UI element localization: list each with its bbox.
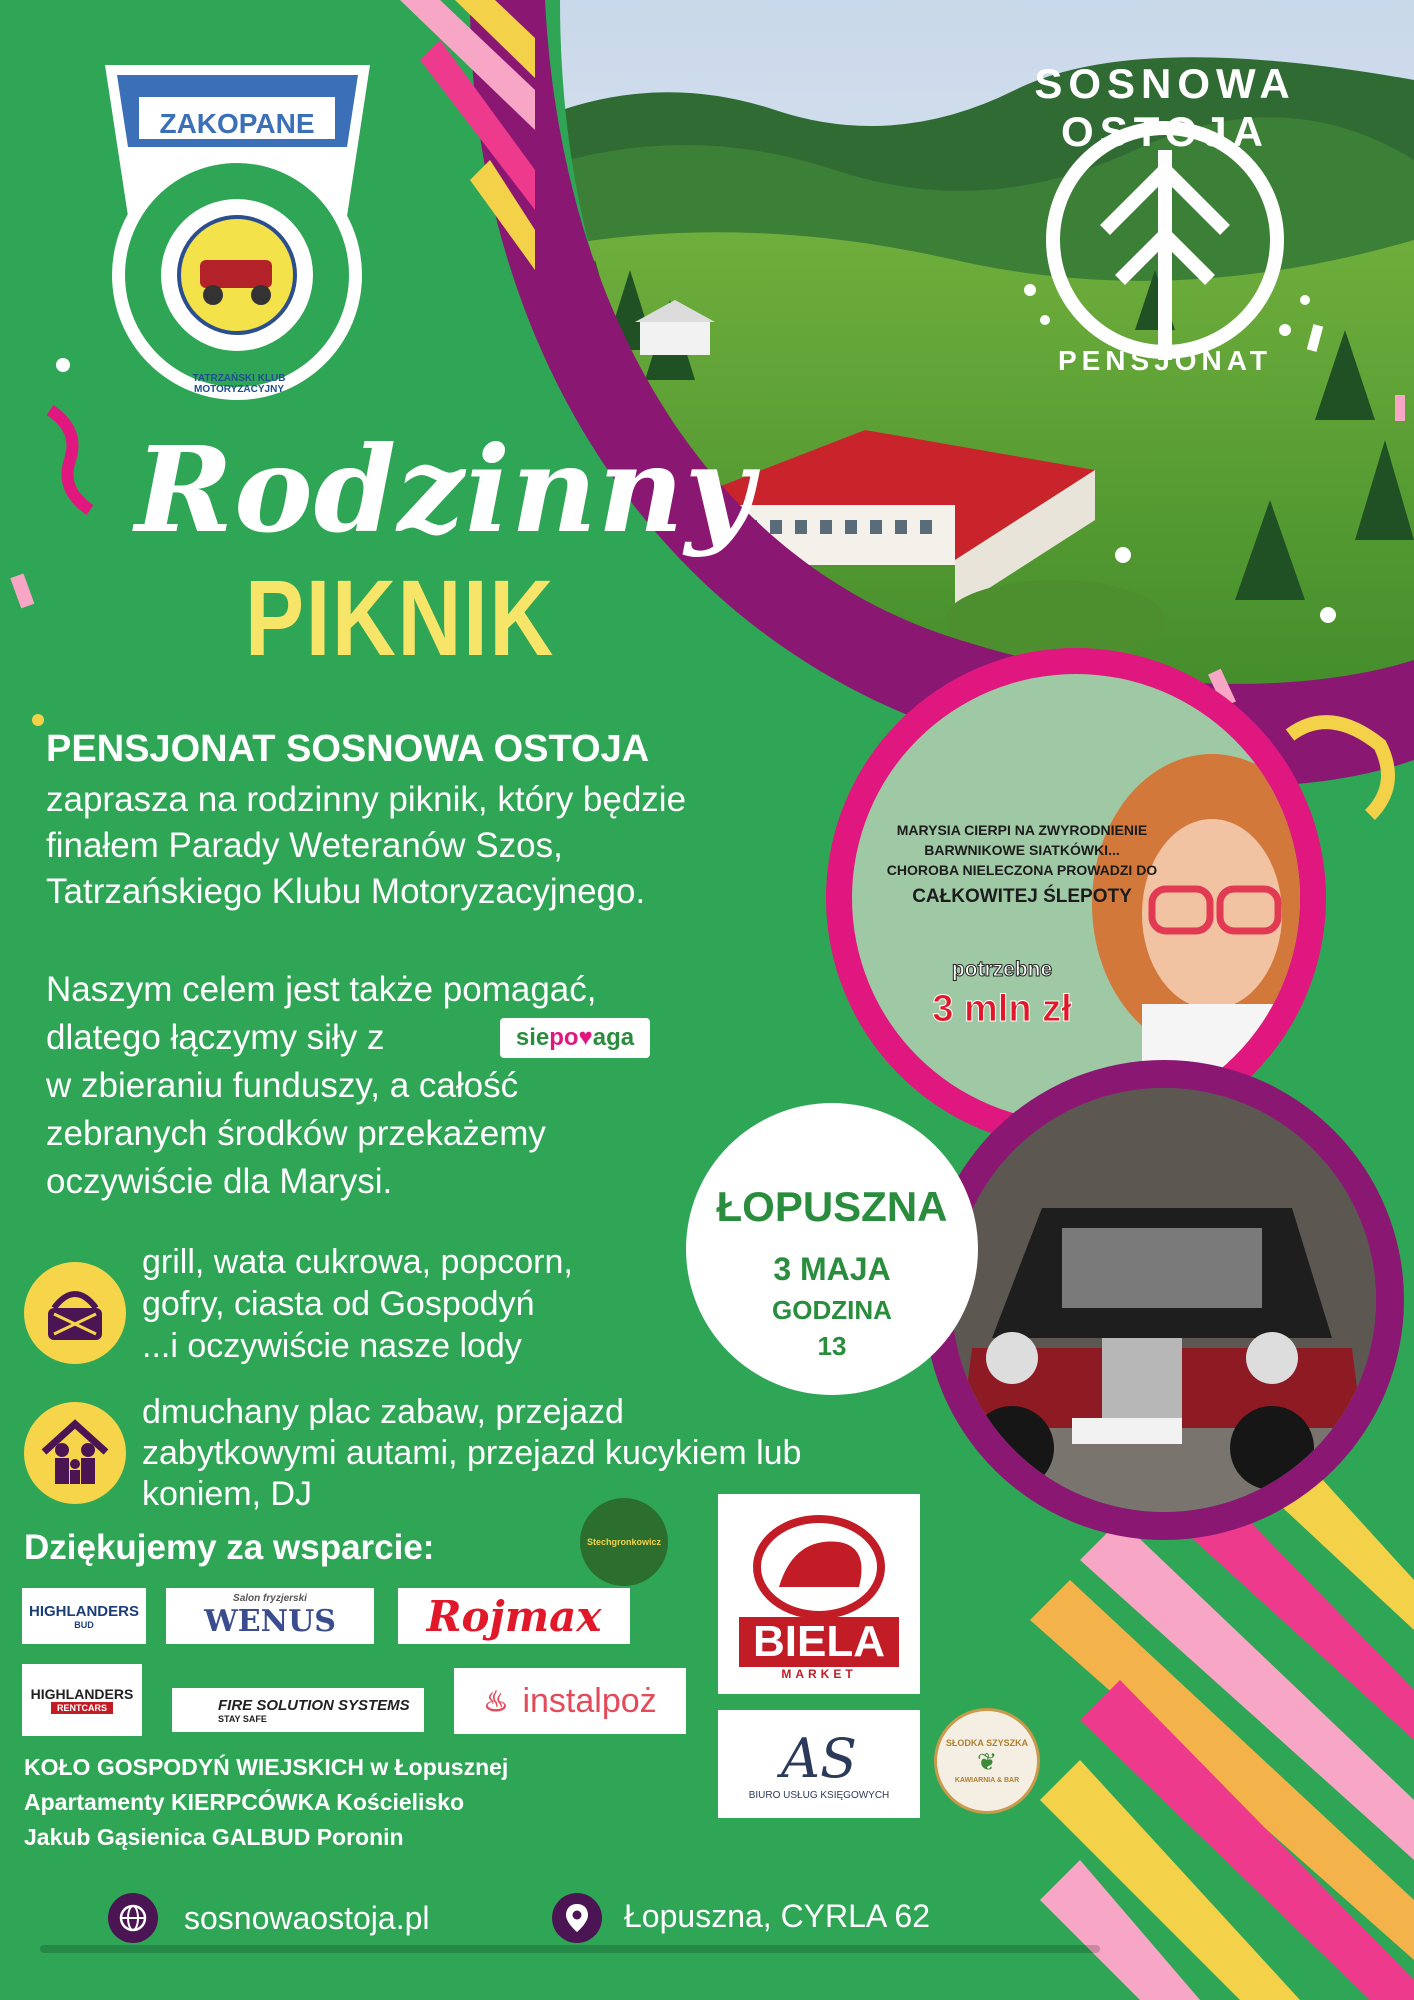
sponsor-as xyxy=(718,1710,920,1818)
sponsor-label: HIGHLANDERS xyxy=(30,1686,134,1702)
sponsor-sub: BIURO USŁUG KSIĘGOWYCH xyxy=(748,1790,890,1801)
sponsor-label: instalpoż xyxy=(522,1681,657,1720)
sponsor-label: WENUS xyxy=(204,1604,336,1639)
mission-line: w zbieraniu funduszy, a całość xyxy=(46,1066,519,1105)
feature-line: koniem, DJ xyxy=(142,1475,313,1513)
supporter-line: Apartamenty KIERPCÓWKA Kościelisko xyxy=(24,1789,465,1815)
mission-line: Naszym celem jest także pomagać, xyxy=(46,970,597,1009)
flame-icon: ♨ xyxy=(483,1685,509,1717)
sponsor-sub: MARKET xyxy=(781,1667,857,1681)
brand-logo xyxy=(985,60,1345,390)
supporter-line: KOŁO GOSPODYŃ WIEJSKICH w Łopusznej xyxy=(24,1754,509,1780)
family-icon xyxy=(24,1402,126,1504)
logo-ring-text: TATRZAŃSKI KLUB MOTORYZACYJNY xyxy=(192,373,286,395)
footer-address: Łopuszna, CYRLA 62 xyxy=(624,1898,930,1934)
siepomaga-right: aga xyxy=(592,1024,635,1051)
charity-line: MARYSIA CIERPI NA ZWYRODNIENIE xyxy=(896,822,1148,838)
footer-shadow xyxy=(40,1945,1100,1953)
globe-icon xyxy=(108,1893,158,1943)
title-main: PIKNIK xyxy=(245,557,555,678)
brand-name: SOSNOWA OSTOJA xyxy=(1034,60,1296,155)
sponsor-highlanders-rent xyxy=(22,1664,142,1736)
siepomaga-logo xyxy=(500,1018,650,1058)
sponsor-label: AS xyxy=(781,1727,857,1790)
sponsor-slodka xyxy=(934,1708,1040,1814)
logo-top-text: ZAKOPANE xyxy=(159,108,315,139)
mission-line: dlatego łączymy siły z xyxy=(46,1018,385,1057)
sponsor-label: FIRE SOLUTION SYSTEMS xyxy=(218,1696,410,1714)
sponsor-rojmax xyxy=(398,1588,630,1644)
intro-line: finałem Parady Weteranów Szos, xyxy=(46,826,563,865)
car-photo xyxy=(952,1088,1376,1512)
mission-line: oczywiście dla Marysi. xyxy=(46,1162,393,1201)
stech-logo xyxy=(580,1498,668,1586)
event-time: 13 xyxy=(817,1331,847,1361)
intro-line: zaprasza na rodzinny piknik, który będzie xyxy=(46,780,687,819)
sponsor-fire xyxy=(172,1688,424,1732)
intro-heading: PENSJONAT SOSNOWA OSTOJA xyxy=(46,728,650,770)
sponsor-biela xyxy=(718,1494,920,1694)
heart-icon: ♥ xyxy=(578,1024,593,1051)
charity-circle xyxy=(826,648,1326,1148)
thanks-heading: Dziękujemy za wsparcie: xyxy=(24,1528,435,1567)
feature-line: gofry, ciasta od Gospodyń xyxy=(142,1285,535,1323)
feature-line: grill, wata cukrowa, popcorn, xyxy=(142,1243,573,1281)
bison-icon xyxy=(744,1507,894,1617)
sponsor-sub: BUD xyxy=(74,1619,94,1630)
charity-amount: 3 mln zł xyxy=(932,988,1072,1030)
event-date: 3 MAJA xyxy=(773,1251,891,1287)
sponsor-sub: RENTCARS xyxy=(51,1702,113,1714)
sponsor-sub: Salon fryzjerski xyxy=(233,1593,307,1604)
footer-website[interactable]: sosnowaostoja.pl xyxy=(184,1900,430,1936)
event-circle xyxy=(686,1103,978,1395)
event-time-label: GODZINA xyxy=(772,1295,892,1325)
basket-icon xyxy=(24,1262,126,1364)
siepomaga-left: sie xyxy=(515,1024,550,1051)
supporter-line: Jakub Gąsienica GALBUD Poronin xyxy=(24,1824,404,1850)
sponsor-highlanders-bud xyxy=(22,1588,146,1644)
sponsor-sub: STAY SAFE xyxy=(218,1713,267,1724)
club-logo xyxy=(95,55,380,405)
leaf-icon: ❦ xyxy=(976,1749,998,1776)
charity-line: CAŁKOWITEJ ŚLEPOTY xyxy=(912,886,1132,907)
location-pin-icon xyxy=(552,1893,602,1943)
charity-line: CHOROBA NIELECZONA PROWADZI DO xyxy=(886,862,1158,878)
sponsor-label: HIGHLANDERS xyxy=(28,1602,139,1620)
intro-line: Tatrzańskiego Klubu Motoryzacyjnego. xyxy=(46,872,646,911)
sponsor-label: SŁODKA SZYSZKA xyxy=(945,1738,1029,1748)
siepomaga-mid: po xyxy=(549,1024,579,1051)
feature-line: zabytkowymi autami, przejazd kucykiem lub xyxy=(142,1434,802,1472)
brand-sub: PENSJONAT xyxy=(1057,345,1273,376)
sponsor-instalpoz xyxy=(454,1668,686,1734)
sponsor-label: Rojmax xyxy=(426,1591,602,1641)
charity-needed: potrzebne xyxy=(951,958,1053,981)
title-script: Rodzinny xyxy=(135,420,755,559)
feature-line: dmuchany plac zabaw, przejazd xyxy=(142,1393,624,1431)
charity-line: BARWNIKOWE SIATKÓWKI... xyxy=(924,842,1120,858)
sponsor-sub: KAWIARNIA & BAR xyxy=(954,1777,1020,1784)
car-circle xyxy=(924,1060,1404,1540)
event-place: ŁOPUSZNA xyxy=(716,1183,948,1230)
sponsor-label: BIELA xyxy=(739,1617,899,1667)
mission-line: zebranych środków przekażemy xyxy=(46,1114,546,1153)
feature-line: ...i oczywiście nasze lody xyxy=(142,1327,522,1365)
stech-label: Stechgronkowicz xyxy=(586,1537,661,1547)
sponsor-wenus xyxy=(166,1588,374,1644)
